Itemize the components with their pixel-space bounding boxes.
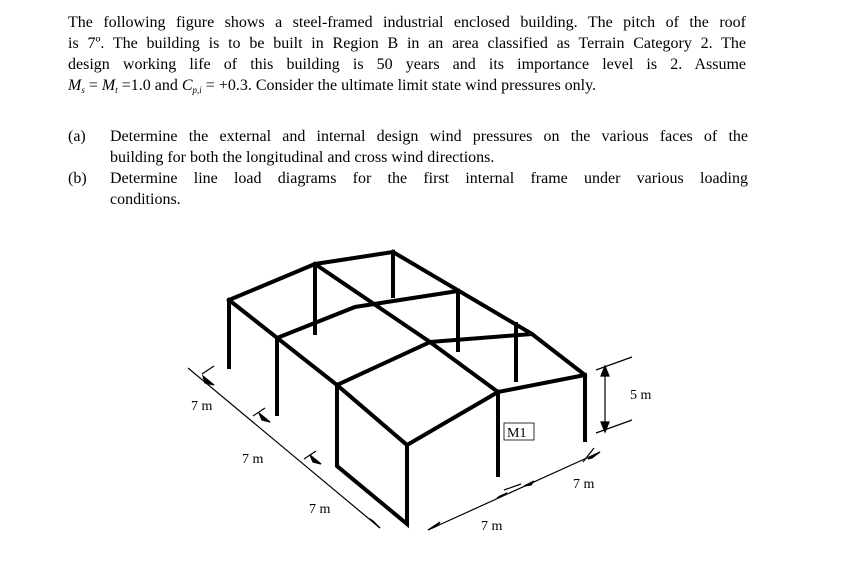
statement-rest: = +0.3. Consider the ultimate limit state wind pressures only. <box>201 77 597 94</box>
statement-line-3: design working life of this building is 50 years and its importance level is 2. Assume <box>68 56 746 73</box>
right-rafter <box>498 375 585 392</box>
height-label: 5 m <box>630 388 652 403</box>
back-eave <box>393 252 532 334</box>
symbol-mt: M <box>101 77 116 94</box>
arrow-head <box>310 455 321 464</box>
dim-line-left <box>188 368 380 528</box>
equals-1: = <box>84 77 102 94</box>
equals-2: =1.0 and <box>117 77 182 94</box>
dim-tick <box>202 366 214 374</box>
dim-label-left-1: 7 m <box>191 399 213 414</box>
subscript-t: t <box>115 85 118 95</box>
height-ext-top <box>596 357 632 370</box>
subscript-pi: p,i <box>192 85 202 95</box>
statement-line-2: is 7º. The building is to be built in Region B in an area classified as Terrain Category 2. The <box>68 35 746 52</box>
arrow-head <box>524 481 534 486</box>
internal-frame-2 <box>337 342 498 475</box>
height-dimension <box>596 357 632 433</box>
dim-label-right-1: 7 m <box>481 519 503 534</box>
internal-frame-1 <box>277 291 458 414</box>
dim-label-right-2: 7 m <box>573 477 595 492</box>
question-line: Determine the external and internal design wind pressures on the various faces of the <box>110 128 748 145</box>
question-label: (a) <box>68 128 86 145</box>
dim-tick <box>253 408 265 416</box>
left-dimensions <box>188 366 380 528</box>
left-eave <box>229 300 337 385</box>
arrow-head <box>203 376 214 385</box>
question-line: building for both the longitudinal and cross wind directions. <box>110 149 495 166</box>
back-frame <box>229 252 393 367</box>
front-rafter <box>337 385 407 445</box>
statement-line-1: The following figure shows a steel-framed industrial enclosed building. The pitch of the roof <box>68 14 746 31</box>
subscript-s: s <box>81 85 85 95</box>
symbol-ms: M <box>68 77 82 94</box>
question-line: conditions. <box>110 191 181 208</box>
member-label: M1 <box>507 426 527 441</box>
dim-label-left-3: 7 m <box>309 502 331 517</box>
arrow-head <box>259 413 270 422</box>
symbol-c: C <box>181 77 193 94</box>
question-line: Determine line load diagrams for the first internal frame under various loading <box>110 170 748 187</box>
dim-label-left-2: 7 m <box>242 452 264 467</box>
arrow-head <box>370 519 380 528</box>
question-label: (b) <box>68 170 87 187</box>
